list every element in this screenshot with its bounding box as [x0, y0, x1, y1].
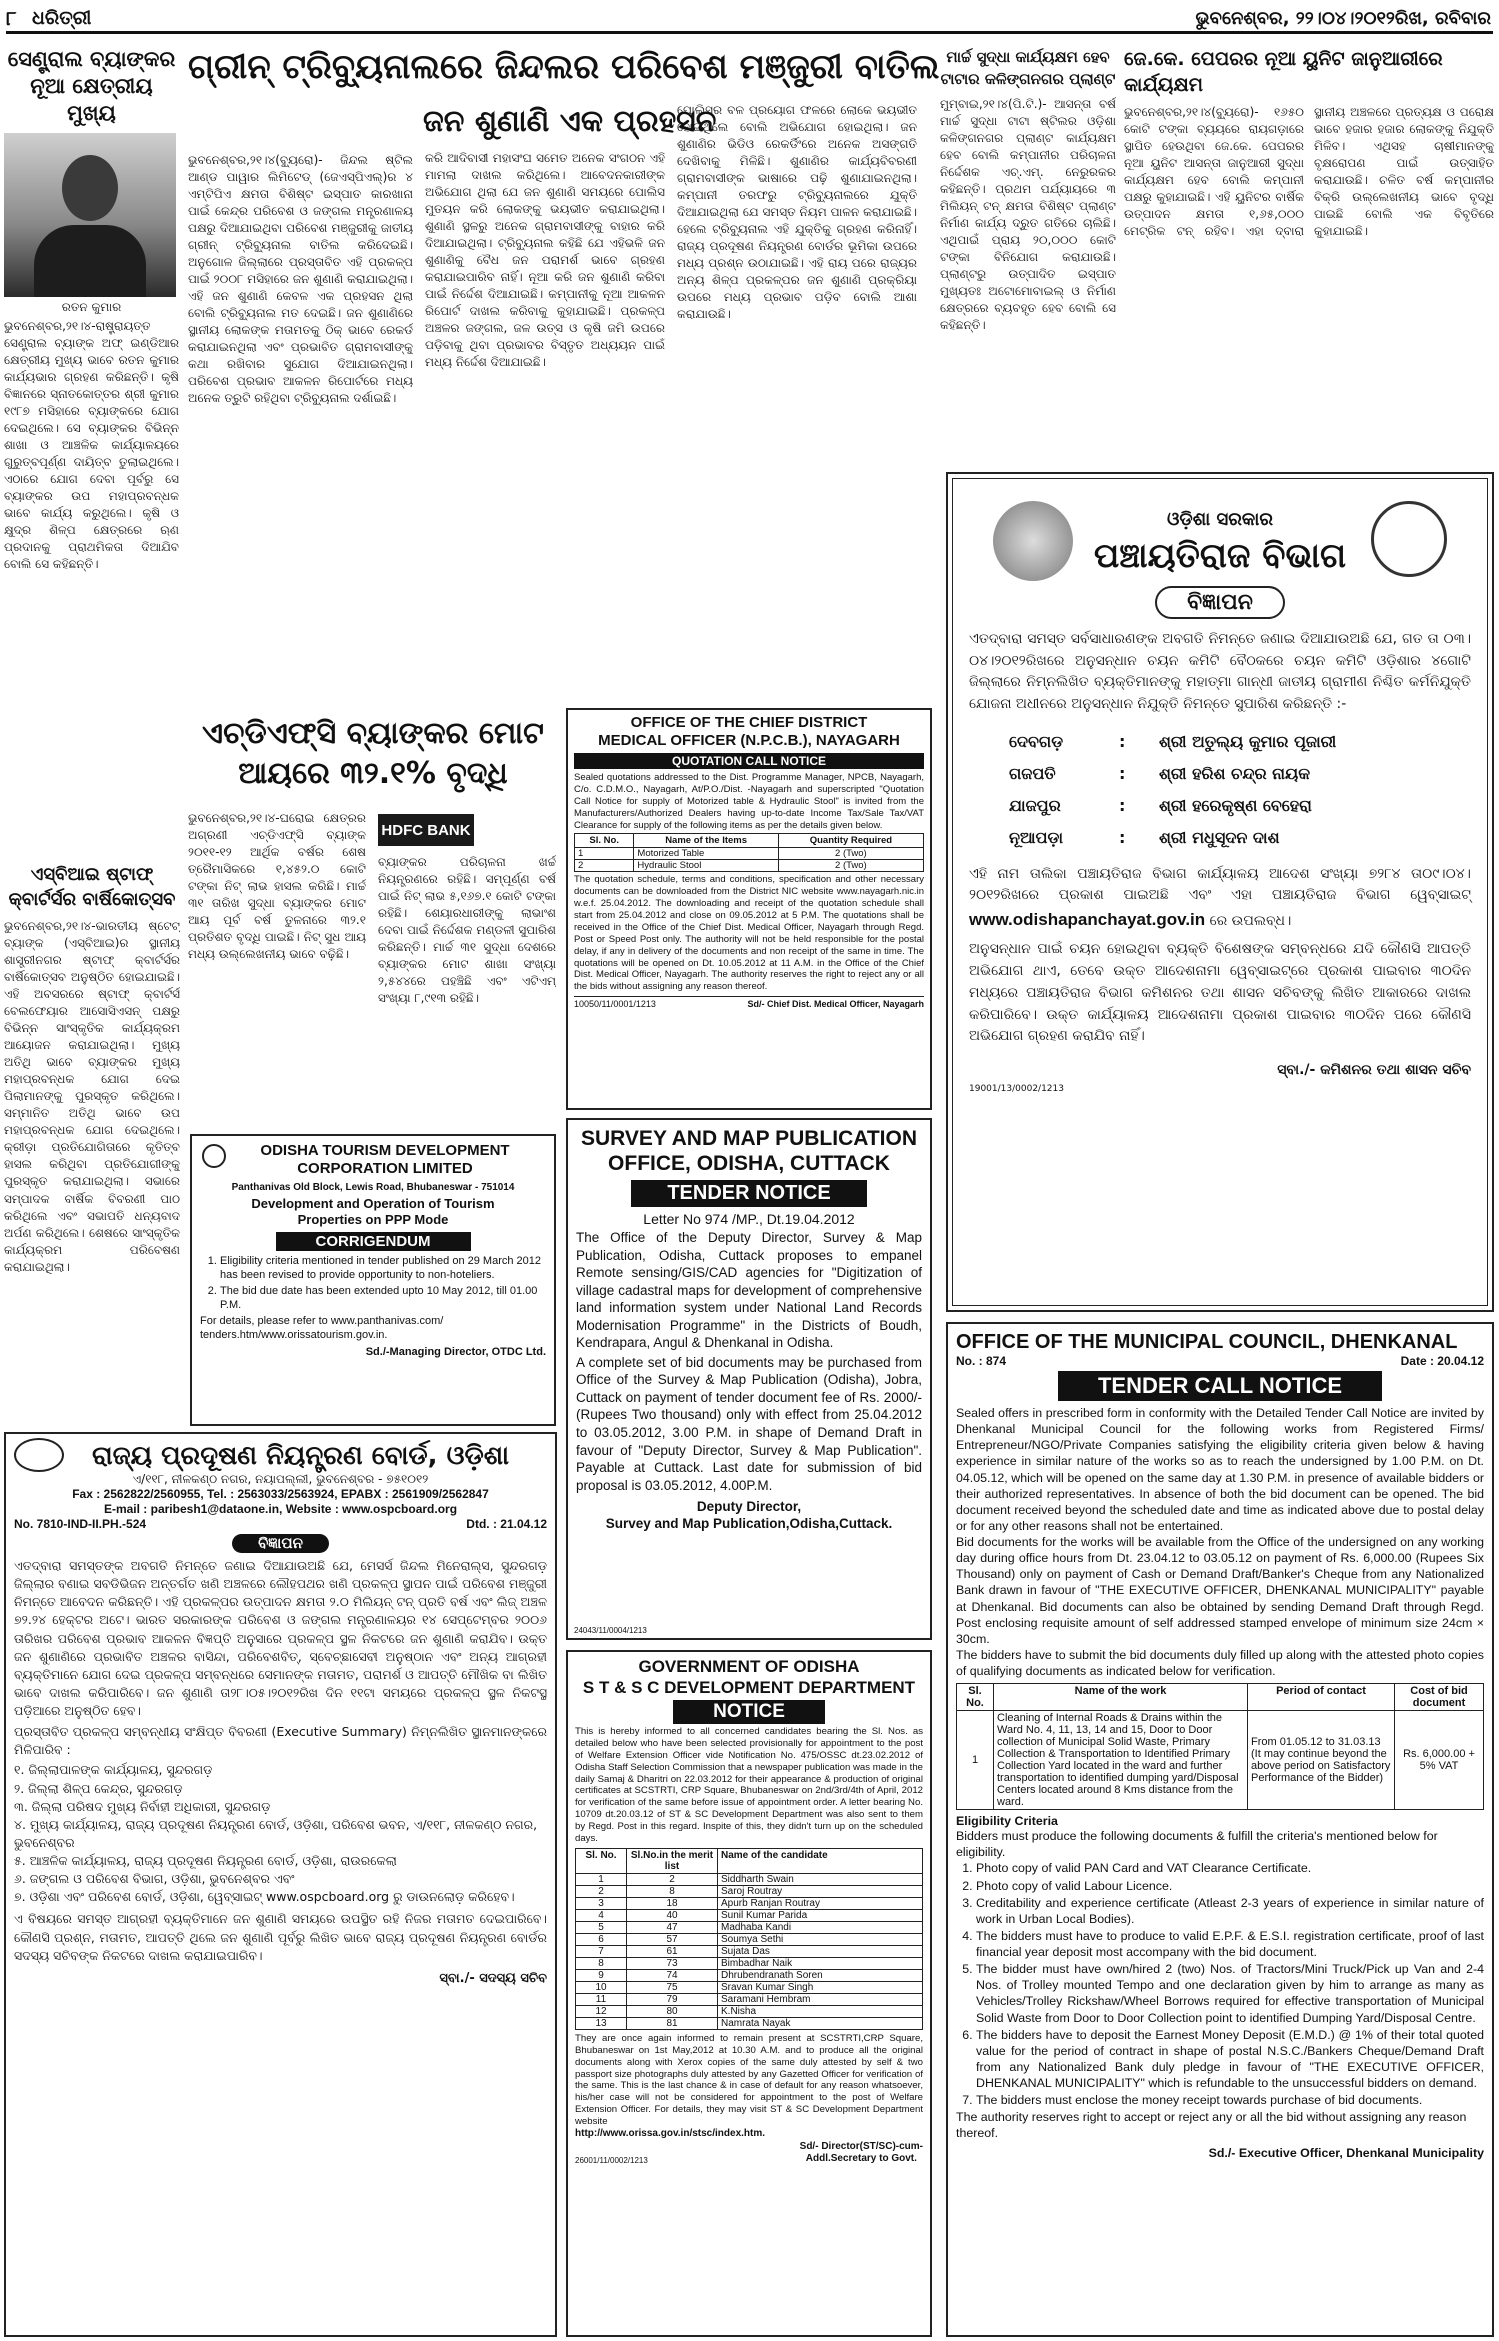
story-jk-paper [1124, 46, 1494, 478]
para-1: The Office of the Deputy Director, Survey & Map Publication, Odisha, Cuttack proposes to empanel Remote sensing/GIS/CAD agencies for "Digitization of village cadastral maps for development of comprehensive land information system under National Land Records Modernisation Programme" in the Districts of Boudh, Kendrapara, Angul & Dhenkanal in Odisha. [576, 1230, 922, 1351]
details: For details, please refer to www.panthanivas.com/ tenders.htm/www.orissatourism.gov.in. [200, 1315, 444, 1342]
list-item: 1. Photo copy of valid PAN Card and VAT Clearance Certificate. [976, 1860, 1484, 1876]
headline: ସେଣ୍ଟ୍ରାଲ ବ୍ୟାଙ୍କର ନୂଆ କ୍ଷେତ୍ରୀୟ ମୁଖ୍ୟ [7, 47, 176, 125]
table-row: 3 18 Apurb Ranjan Routray [576, 1897, 923, 1909]
table-row: 13 81 Namrata Nayak [576, 2017, 923, 2029]
headline: ଏଚ୍‌ଡିଏଫ୍‌ସି ବ୍ୟାଙ୍କର ମୋଟ ଆୟରେ ୩୨.୧% ବୃଦ୍ଧି [202, 716, 544, 791]
para-1: Sealed offers in prescribed form in conformity with the Detailed Tender Call Notice are invited by Dhenkanal Municipal Council for the following works from Registered Firms/ Entrepreneur/NGO/Private Companies satisfying the eligibility criteria given below & having experience in similar nature of the works so as to reach the undersigned by 1.00 P.M. on Dt. 04.05.12, which will be opened on the same day at 1.30 P.M. in presence of available bidders or their authorized representatives. In absence of both the bid document can be opened. The bid document received beyond the scheduled date and time as indicated above due to postal delay or for any other reasons shall not be entertained. [956, 1406, 1484, 1533]
govt: ଓଡ଼ିଶା ସରକାର [1167, 509, 1273, 530]
notice-bar: TENDER NOTICE [631, 1180, 866, 1207]
department: ପଞ୍ଚାୟତିରାଜ ବିଭାଗ [1093, 536, 1347, 576]
para-2: Bid documents for the works will be available from the Office of the undersigned on any working day during office hours from Dt. 23.04.12 to 03.05.12 on payment of Rs. 6,000.00 (Rupees Six Thousand) only on payment of Cash or Demand Draft/Banker's Cheque from any Nationalized Bank drawn in favour of "THE EXECUTIVE OFFICER, DHENKANAL MUNICIPALITY" payable at Dhenkanal. Bid documents can also be obtained by sending Demand Draft through Regd. Post enclosing requisite amount of self addressed stamped envelope of minimum size 24cm × 30cm. [956, 1535, 1484, 1646]
table-row: 2 8 Saroj Routray [576, 1885, 923, 1897]
table-row: 8 73 Bimbadhar Naik [576, 1957, 923, 1969]
appointee-row: ଗଜପତି : ଶ୍ରୀ ହରିଶ ଚନ୍ଦ୍ର ନାୟକ [1009, 763, 1311, 783]
table-row: 5 47 Madhaba Kandi [576, 1921, 923, 1933]
title: SURVEY AND MAP PUBLICATION OFFICE, ODISHA, CUTTACK [580, 1127, 918, 1175]
address: Panthanivas Old Block, Lewis Road, Bhubaneswar - 751014 [231, 1182, 515, 1193]
ad-survey-map [566, 1118, 932, 1640]
para-2: ପ୍ରସ୍ତାବିତ ପ୍ରକଳ୍ପ ସମ୍ବନ୍ଧୀୟ ସଂକ୍ଷିପ୍ତ ବିବରଣୀ (Executive Summary) ନିମ୍ନଲିଖିତ ସ୍ଥାନମାନଙ୍କରେ ମିଳିପାରିବ : [14, 1724, 547, 1758]
para-2: They are once again informed to remain present at SCSTRTI,CRP Square, Bhubaneswar on 1st May,2012 at 10.30 A.M. and to produce all the original documents along with Xerox copies of the same duly attested by self & two passport size photographs duly attested by any Gazetted Officer for verification of the same. This is the last chance & in case of default for any reason whatsoever, his/her case will not be considered for appointment to the post of Welfare Extension Officer. For details, they may visit ST & SC Development Department website [575, 2032, 923, 2128]
para-3: The bidders have to submit the bid documents duly filled up along with the attested photo copies of qualifying documents as indicated below for verification. [956, 1647, 1484, 1678]
table-row: 4 40 Sunil Kumar Parida [576, 1909, 923, 1921]
body: The quotation schedule, terms and conditions, specification and other necessary documents can be downloaded from the District NIC website www.nayagarh.nic.in w.e.f. 25.04.2012. The downloading and receipt of the quotation schedule shall start from 25.04.2012 and close on 09.05.2012 at 5 P.M. The quotations shall be received in the Office of the Chief Dist. Medical Officer, Nayagarh through Regd. Post or Speed Post only. The authority will not be held responsible for the postal delay, if any in delivery of the documents and non receipt of the same in time. The quotations will be opened on Dt. 10.05.2012 at 11 A.M. in the Office of the Chief Dist. Medical Officer, Nayagarh. The authority reserves the right to reject any or all the bids without assigning any reason thereof. [574, 874, 924, 993]
story-hdfc [188, 714, 558, 1151]
signature: Sd/- Chief Dist. Medical Officer, Nayagarh [747, 999, 924, 1010]
ref-number: 26001/11/0002/1213 [575, 2156, 648, 2166]
list-item: ୨. ଜିଲ୍ଲା ଶିଳ୍ପ କେନ୍ଦ୍ର, ସୁନ୍ଦରଗଡ଼ [14, 1780, 183, 1796]
story-central-bank [4, 46, 179, 851]
website-link[interactable]: http://www.orissa.gov.in/stsc/index.htm. [575, 2128, 766, 2140]
para-2: A complete set of bid documents may be purchased from Office of the Survey & Map Publication (Odisha), Jobra, Cuttack on payment of tender document fee of Rs. 2000/- (Rupees Two thousand) only with effect from 25.04.2012 to 03.05.2012, 3.00 P.M. in shape of Demand Draft in favour of "Deputy Director, Survey & Map Publication". Payable at Cuttack. Last date for submission of bid proposal is 03.05.2012, 4.00P.M. [576, 1354, 922, 1493]
para-order: ଏହି ନାମ ତାଲିକା ପଞ୍ଚାୟତିରାଜ ବିଭାଗ କାର୍ଯ୍ୟାଳୟ ଆଦେଶ ସଂଖ୍ୟା ୭୨୮୪ ତା୦୯।୦୪।୨୦୧୨ରିଖରେ ପ୍ରକାଶ ପାଇଅଛି ଏବଂ ଏହା ପଞ୍ଚାୟତିରାଜ ବିଭାଗ ୱେବ୍‌ସାଇଟ୍ www.odishapanchayat.gov.in ରେ ଉପଲବ୍ଧ। [969, 865, 1471, 930]
govt-emblem-left [993, 501, 1073, 581]
story-green-tribunal [188, 44, 940, 708]
ad-otdc [190, 1134, 556, 1426]
table-row: 1 Motorized Table 2 (Two) [575, 848, 924, 860]
otdc-logo-icon [202, 1144, 226, 1168]
ospcb-logo [14, 1438, 64, 1472]
letter-no: Letter No 974 /MP., Dt.19.04.2012 [643, 1211, 855, 1227]
places-list [14, 1761, 547, 1906]
story-tata [940, 46, 1116, 478]
dateline: ଭୁବନେଶ୍ବର, ୨୨।୦୪।୨୦୧୨ରିଖ, ରବିବାର [1195, 8, 1491, 29]
table-row: 11 79 Saramani Hembram [576, 1993, 923, 2005]
table-row: 6 57 Soumya Sethi [576, 1933, 923, 1945]
list-item: 7. The bidders must enclose the money receipt towards purchase of bid documents. [976, 2092, 1484, 2108]
tag: ବିଜ୍ଞାପନ [232, 1534, 329, 1553]
table-row: 7 61 Sujata Das [576, 1945, 923, 1957]
letter-line: No. : 874 Date : 20.04.12 [956, 1354, 1484, 1368]
col-2: କରି ଆଦିବାସୀ ମହାସଂଘ ସମେତ ଅନେକ ସଂଗଠନ ଏହି ମାମଲା ଦାଖଲ କରିଥିଲେ। ଆବେଦନକାରୀଙ୍କ ଅଭିଯୋଗ ଥିଲା ଯେ ଜନ ଶୁଣାଣି ସମୟରେ ପୋଲିସ ମୁତୟନ କରି ଲୋକଙ୍କୁ ଭୟଭୀତ କରାଯାଇଥିଲା। ଶୁଣାଣି ସ୍ଥଳରୁ ଅନେକ ଗ୍ରାମବାସୀଙ୍କୁ ବାହାର କରି ଦିଆଯାଇଥିଲା। ଟ୍ରିବ୍ୟୁନାଲ କହିଛି ଯେ ଏହିଭଳି ଜନ ଶୁଣାଣିକୁ ବୈଧ ଜନ ପରାମର୍ଶ ଭାବେ ଗ୍ରହଣ କରାଯାଇପାରିବ ନାହିଁ। ନୂଆ କରି ଜନ ଶୁଣାଣି କରିବା ପାଇଁ ନିର୍ଦ୍ଦେଶ ଦିଆଯାଇଛି। କମ୍ପାନୀକୁ ନୂଆ ଆକଳନ ରିପୋର୍ଟ ଦାଖଲ କରିବାକୁ କୁହାଯାଇଛି। ପ୍ରକଳ୍ପ ଅଞ୍ଚଳର ଜଙ୍ଗଲ, ଜଳ ଉତ୍ସ ଓ କୃଷି ଜମି ଉପରେ ପଡ଼ିବାକୁ ଥିବା ପ୍ରଭାବର ବିସ୍ତୃତ ଅଧ୍ୟୟନ ପାଇଁ ମଧ୍ୟ ନିର୍ଦ୍ଦେଶ ଦିଆଯାଇଛି। [425, 151, 665, 370]
col-3: ପୋଲିସର ବଳ ପ୍ରୟୋଗ ଫଳରେ ଲୋକେ ଭୟଭୀତ ହୋଇଥିଲେ ବୋଲି ଅଭିଯୋଗ ହୋଇଥିଲା। ଜନ ଶୁଣାଣିର ଭିଡିଓ ରେକର୍ଡିଂରେ ଅନେକ ଅସଙ୍ଗତି ଦେଖିବାକୁ ମିଳିଛି। ଶୁଣାଣିର କାର୍ଯ୍ୟବିବରଣୀ ଗ୍ରାମବାସୀଙ୍କ ଭାଷାରେ ପଢ଼ି ଶୁଣାଯାଇନଥିଲା। କମ୍ପାନୀ ତରଫରୁ ଟ୍ରିବ୍ୟୁନାଲରେ ଯୁକ୍ତି ଦିଆଯାଇଥିଲା ଯେ ସମସ୍ତ ନିୟମ ପାଳନ କରାଯାଇଛି। ହେଲେ ଟ୍ରିବ୍ୟୁନାଲ ଏହି ଯୁକ୍ତିକୁ ଗ୍ରହଣ କରିନାହିଁ। ରାଜ୍ୟ ପ୍ରଦୂଷଣ ନିୟନ୍ତ୍ରଣ ବୋର୍ଡର ଭୂମିକା ଉପରେ ମଧ୍ୟ ପ୍ରଶ୍ନ ଉଠାଯାଇଛି। ଏହି ରାୟ ପରେ ରାଜ୍ୟର ଅନ୍ୟ ଶିଳ୍ପ ପ୍ରକଳ୍ପର ଜନ ଶୁଣାଣି ପ୍ରକ୍ରିୟା ଉପରେ ମଧ୍ୟ ପ୍ରଭାବ ପଡ଼ିବ ବୋଲି ଆଶା କରାଯାଉଛି। [677, 103, 917, 322]
contacts: Fax : 2562822/2560955, Tel. : 2563033/2563924, EPABX : 2561909/2562847 E-mail : paribesh1@dataone.in, Website : www.ospcboard.org [72, 1487, 489, 1516]
corrigendum-bar: CORRIGENDUM [276, 1232, 471, 1251]
page-header [6, 4, 1493, 34]
list-item: ୫. ଆଞ୍ଚଳିକ କାର୍ଯ୍ୟାଳୟ, ରାଜ୍ୟ ପ୍ରଦୂଷଣ ନିୟନ୍ତ୍ରଣ ବୋର୍ଡ, ଓଡ଼ିଶା, ରାଉରକେଲା [14, 1853, 397, 1868]
table-row: 1 Cleaning of Internal Roads & Drains within the Ward No. 4, 11, 13, 14 and 15, Door to Door collection of Municipal Solid Waste, Primary Collection & Transportation to Identified Primary Collection Yard located in the ward and further transportation to identified dumping yard/Disposal Centers located around 8 Kms distance from the ward. From 01.05.12 to 31.03.13 (It may continue beyond the above period on Satisfactory Performance of the Bidder) Rs. 6,000.00 + 5% VAT [957, 1711, 1484, 1810]
table-row: 9 74 Dhrubendranath Soren [576, 1969, 923, 1981]
ref-number: 10050/11/0001/1213 [574, 999, 656, 1010]
appointee-row: ନୂଆପଡ଼ା : ଶ୍ରୀ ମଧୁସୂଦନ ଦାଶ [1009, 827, 1280, 847]
page-number: ୮ [6, 6, 17, 30]
candidates-table: Sl. No. Sl.No.in the merit list Name of the candidate 1 2 Siddharth Swain 2 8 Saroj Routray 3 18 Apurb Ranjan Routray 4 40 Sunil Kumar Parida 5 47 Madhaba Kandi 6 57 Soumya Sethi 7 61 Sujata Das 8 73 Bimbadhar Naik 9 74 Dhrubendranath Soren 10 75 Sravan Kumar Singh 11 79 Saramani Hembram 12 80 K.Nisha 13 81 Namrata Nayak [575, 1848, 923, 2030]
para-1: This is hereby informed to all concerned candidates bearing the Sl. Nos. as detailed below who have been selected provisionally for appointment to the post of Welfare Extension Officer vide Notification No. 475/OSSC dt.23.02.2012 of Odisha Staff Selection Commission that a newspaper publication was made in the daily Samaj & Dharitri on 22.03.2012 for their appearance & production of original certificates at SCSTRTI, CRP Square, Bhubaneswar on 2nd/3rd/4th of April, 2012 for verification of the same before issue of appointment order. A letter bearing No. 10709 dt.20.03.12 of ST & SC Development Department was also sent to them by Regd. Post in this regard. Inspite of this, they didn't turn up on the scheduled days. [575, 1726, 923, 1845]
list-item: 6. The bidders have to deposit the Earnest Money Deposit (E.M.D.) @ 1% of their total quoted value for the period of contract in shape of postal N.S.C./Bankers Cheque/Demand Draft from any Nationalized Bank duly pledge in favour of "THE EXECUTIVE OFFICER, DHENKANAL MUNICIPALITY" which is refundable to the unsuccessful bidders on demand. [976, 2027, 1484, 2092]
hdfc-logo [378, 814, 474, 846]
table-row: 12 80 K.Nisha [576, 2005, 923, 2017]
notice-bar: TENDER CALL NOTICE [1058, 1371, 1382, 1401]
col-2: ବ୍ୟାଙ୍କର ପରିଚାଳନା ଖର୍ଚ୍ଚ ନିୟନ୍ତ୍ରଣରେ ରହିଛି। ସମ୍ପୂର୍ଣ୍ଣ ବର୍ଷ ପାଇଁ ନିଟ୍ ଲାଭ ୫,୧୬୭.୧ କୋଟି ଟଙ୍କା ରହିଛି। ଶେୟାରଧାରୀଙ୍କୁ ଲାଭାଂଶ ଦେବା ପାଇଁ ନିର୍ଦ୍ଦେଶକ ମଣ୍ଡଳୀ ସୁପାରିଶ କରିଛନ୍ତି। ମାର୍ଚ୍ଚ ୩୧ ସୁଦ୍ଧା ଦେଶରେ ବ୍ୟାଙ୍କର ମୋଟ ଶାଖା ସଂଖ୍ୟା ୨,୫୪୪ରେ ପହଞ୍ଚିଛି ଏବଂ ଏଟିଏମ୍ ସଂଖ୍ୟା ୮,୯୧୩ ରହିଛି। [378, 855, 556, 1006]
signature: ସ୍ବା./- ସଦସ୍ୟ ସଚିବ [439, 1970, 547, 1986]
list-item: 3. Creditability and experience certificate (Atleast 2-3 years of experience in similar nature of work in Urban Local Bodies). [976, 1895, 1484, 1927]
signature: Sd./-Managing Director, OTDC Ltd. [365, 1345, 546, 1358]
story-body: ଭୁବନେଶ୍ବର,୨୧।୪-ରାଷ୍ଟ୍ରାୟତ୍ତ ସେଣ୍ଟ୍ରାଲ ବ୍ୟାଙ୍କ ଅଫ୍ ଇଣ୍ଡିଆର କ୍ଷେତ୍ରୀୟ ମୁଖ୍ୟ ଭାବେ ରତନ କୁମାର କାର୍ଯ୍ୟଭାର ଗ୍ରହଣ କରିଛନ୍ତି। କୃଷି ବିଜ୍ଞାନରେ ସ୍ନାତକୋତ୍ତର ଶ୍ରୀ କୁମାର ୧୯୮୭ ମସିହାରେ ବ୍ୟାଙ୍କରେ ଯୋଗ ଦେଇଥିଲେ। ସେ ବ୍ୟାଙ୍କର ବିଭିନ୍ନ ଶାଖା ଓ ଆଞ୍ଚଳିକ କାର୍ଯ୍ୟାଳୟରେ ଗୁରୁତ୍ବପୂର୍ଣ୍ଣ ଦାୟିତ୍ବ ତୁଲାଇଥିଲେ। ଏଠାରେ ଯୋଗ ଦେବା ପୂର୍ବରୁ ସେ ବ୍ୟାଙ୍କର ଉପ ମହାପ୍ରବନ୍ଧକ ଭାବେ କାର୍ଯ୍ୟ କରୁଥିଲେ। କୃଷି ଓ କ୍ଷୁଦ୍ର ଶିଳ୍ପ କ୍ଷେତ୍ରରେ ଋଣ ପ୍ରଦାନକୁ ପ୍ରାଥମିକତା ଦିଆଯିବ ବୋଲି ସେ କହିଛନ୍ତି। [4, 319, 179, 572]
items-table: Sl. No. Name of the Items Quantity Required 1 Motorized Table 2 (Two) 2 Hydraulic Stool 2 (Two) [574, 833, 924, 872]
subject: Development and Operation of Tourism Properties on PPP Mode [251, 1196, 495, 1227]
subhead: ଜନ ଶୁଣାଣି ଏକ ପ୍ରହସନ [423, 104, 717, 139]
headline: ମାର୍ଚ୍ଚ ସୁଦ୍ଧା କାର୍ଯ୍ୟକ୍ଷମ ହେବ ଟାଟାର କଳିଙ୍ଗନଗର ପ୍ଲାଣ୍ଟ [940, 48, 1116, 88]
ref-number: 24043/11/0004/1213 [574, 1626, 647, 1635]
footer [574, 996, 924, 1009]
headline: ଏସ୍‌ବିଆଇ ଷ୍ଟାଫ୍ କ୍ବାର୍ଟର୍ସର ବାର୍ଷିକୋତ୍ସବ [8, 864, 176, 910]
appointee-row: ଦେବଗଡ଼ : ଶ୍ରୀ ଅତୁଲ୍ୟ କୁମାର ପୂଜାରୀ [1009, 731, 1337, 751]
story-body: ଭୁବନେଶ୍ବର,୨୧।୪-ଭାରତୀୟ ଷ୍ଟେଟ୍ ବ୍ୟାଙ୍କ (ଏସ୍‌ବିଆଇ)ର ସ୍ଥାନୀୟ ଶାସ୍ତ୍ରୀନଗର ଷ୍ଟାଫ୍ କ୍ବାର୍ଟର୍ସର ବାର୍ଷିକୋତ୍ସବ ଅନୁଷ୍ଠିତ ହୋଇଯାଇଛି। ଏହି ଅବସରରେ ଷ୍ଟାଫ୍ କ୍ବାର୍ଟର୍ସ ବେଲଫେୟାର ଆସୋସିଏସନ୍ ପକ୍ଷରୁ ବିଭିନ୍ନ ସାଂସ୍କୃତିକ କାର୍ଯ୍ୟକ୍ରମ ଆୟୋଜନ କରାଯାଇଥିଲା। ମୁଖ୍ୟ ଅତିଥି ଭାବେ ବ୍ୟାଙ୍କର ମୁଖ୍ୟ ମହାପ୍ରବନ୍ଧକ ଯୋଗ ଦେଇ ପିଲାମାନଙ୍କୁ ପୁରସ୍କୃତ କରିଥିଲେ। ସମ୍ମାନିତ ଅତିଥି ଭାବେ ଉପ ମହାପ୍ରବନ୍ଧକ ଯୋଗ ଦେଇଥିଲେ। କ୍ରୀଡ଼ା ପ୍ରତିଯୋଗିତାରେ କୃତିତ୍ବ ହାସଲ କରିଥିବା ପ୍ରତିଯୋଗୀଙ୍କୁ ପୁରସ୍କୃତ କରାଯାଇଥିଲା। ସଭାରେ ସମ୍ପାଦକ ବାର୍ଷିକ ବିବରଣୀ ପାଠ କରିଥିଲେ ଏବଂ ସଭାପତି ଧନ୍ୟବାଦ ଅର୍ପଣ କରିଥିଲେ। ଶେଷରେ ସାଂସ୍କୃତିକ କାର୍ଯ୍ୟକ୍ରମ ପରିବେଷଣ କରାଯାଇଥିଲା। [4, 919, 180, 1274]
table-row: 10 75 Sravan Kumar Singh [576, 1981, 923, 1993]
signature: Sd/- Director(ST/SC)-cum- Addl.Secretary to Govt. [799, 2141, 923, 2165]
ad-ospcb [4, 1432, 557, 2337]
story-sbi-staff [4, 862, 180, 1422]
story-body: ଭୁବନେଶ୍ବର,୨୧।୪(ବ୍ୟୁରୋ)- ୧୬୫୦ କୋଟି ଟଙ୍କା ବ୍ୟୟରେ ରାୟଗଡ଼ାରେ ସ୍ଥାପିତ ହେଉଥିବା ଜେ.କେ. ପେପରର ନୂଆ ୟୁନିଟ ଆସନ୍ତା ଜାନୁଆରୀ ସୁଦ୍ଧା କାର୍ଯ୍ୟକ୍ଷମ ହେବ ବୋଲି କମ୍ପାନୀ ପକ୍ଷରୁ କୁହାଯାଇଛି। ଏହି ୟୁନିଟର ବାର୍ଷିକ ଉତ୍ପାଦନ କ୍ଷମତା ୧,୬୫,୦୦୦ ମେଟ୍ରିକ ଟନ୍ ରହିବ। ଏହା ଦ୍ବାରା ସ୍ଥାନୀୟ ଅଞ୍ଚଳରେ ପ୍ରତ୍ୟକ୍ଷ ଓ ପରୋକ୍ଷ ଭାବେ ହଜାର ହଜାର ଲୋକଙ୍କୁ ନିଯୁକ୍ତି ମିଳିବ। ଏଥିସହ ଚାଷୀମାନଙ୍କୁ ବୃକ୍ଷରୋପଣ ପାଇଁ ଉତ୍ସାହିତ କରାଯାଉଛି। ଚଳିତ ବର୍ଷ କମ୍ପାନୀର ବିକ୍ରି ଉଲ୍ଲେଖନୀୟ ଭାବେ ବୃଦ୍ଧି ପାଇଛି ବୋଲି ଏକ ବିବୃତିରେ କୁହାଯାଇଛି। [1124, 105, 1494, 239]
list-item: 4. The bidders must have to produce to valid E.P.F. & E.S.I. registration certificate, proof of last financial year deposit most accompany with the bid document. [976, 1928, 1484, 1960]
list-item: ୩. ଜିଲ୍ଲା ପରିଷଦ ମୁଖ୍ୟ ନିର୍ବାହୀ ଅଧିକାରୀ, ସୁନ୍ଦରଗଡ଼ [14, 1798, 271, 1814]
para-3: ଏ ବିଷୟରେ ସମସ୍ତ ଆଗ୍ରହୀ ବ୍ୟକ୍ତିମାନେ ଜନ ଶୁଣାଣି ସମୟରେ ଉପସ୍ଥିତ ରହି ନିଜର ମତାମତ ଦେଇପାରିବେ। କୌଣସି ପ୍ରଶ୍ନ, ମତାମତ, ଆପତ୍ତି ଥିଲେ ଜନ ଶୁଣାଣି ପୂର୍ବରୁ ଲିଖିତ ଭାବେ ରାଜ୍ୟ ପ୍ରଦୂଷଣ ନିୟନ୍ତ୍ରଣ ବୋର୍ଡର ସଦସ୍ୟ ସଚିବଙ୍କ ନିକଟରେ ଦାଖଲ କରାଯାଇପାରିବ। [14, 1911, 547, 1963]
address: ଏ/୧୧୮, ନୀଳକଣ୍ଠ ନଗର, ନୟାପଲ୍ଲୀ, ଭୁବନେଶ୍ବର - ୭୫୧୦୧୨ [132, 1472, 429, 1486]
list-item: ୪. ମୁଖ୍ୟ କାର୍ଯ୍ୟାଳୟ, ରାଜ୍ୟ ପ୍ରଦୂଷଣ ନିୟନ୍ତ୍ରଣ ବୋର୍ଡ, ଓଡ଼ିଶା, ପରିବେଶ ଭବନ, ଏ/୧୧୮, ନୀଳକଣ୍ଠ ନଗର, ଭୁବନେଶ୍ବର [14, 1816, 538, 1850]
table-row: 1 2 Siddharth Swain [576, 1873, 923, 1885]
para-objection: ଅନୁସନ୍ଧାନ ପାଇଁ ଚୟନ ହୋଇଥିବା ବ୍ୟକ୍ତି ବିଶେଷଙ୍କ ସମ୍ବନ୍ଧରେ ଯଦି କୌଣସି ଆପତ୍ତି ଅଭିଯୋଗ ଥାଏ, ତେବେ ଉକ୍ତ ଆଦେଶନାମା ୱେବ୍‌ସାଇଟ୍‌ରେ ପ୍ରକାଶ ପାଇବାର ୩୦ଦିନ ମଧ୍ୟରେ ପଞ୍ଚାୟତିରାଜ ବିଭାଗ କମିଶନର ତଥା ଶାସନ ସଚିବଙ୍କୁ ଲିଖିତ ଆକାରରେ ଦାଖଲ କରିପାରିବେ। ଉକ୍ତ କାର୍ଯ୍ୟାଳୟ ଆଦେଶନାମା ପ୍ରକାଶ ପାଇବାର ୩୦ଦିନ ପରେ କୌଣସି ଅଭିଯୋଗ ଗ୍ରହଣ କରାଯିବ ନାହିଁ। [969, 941, 1471, 1045]
headline: ଗ୍ରୀନ୍ ଟ୍ରିବ୍ୟୁନାଲରେ ଜିନ୍ଦଲର ପରିବେଶ ମଞ୍ଜୁରୀ ବାତିଲ [188, 47, 940, 87]
footer [575, 2141, 923, 2165]
title: ODISHA TOURISM DEVELOPMENT CORPORATION LIMITED [260, 1142, 510, 1177]
table-row: 2 Hydraulic Stool 2 (Two) [575, 860, 924, 872]
ad-stsc [566, 1650, 932, 2337]
eligibility-title: Eligibility Criteria [956, 1814, 1058, 1829]
signature: Sd./- Executive Officer, Dhenkanal Municipality [1208, 2145, 1484, 2160]
notice-bar: NOTICE [673, 1700, 825, 1724]
odisha-emblem [1371, 501, 1447, 577]
portrait-photo [4, 133, 176, 297]
title: OFFICE OF THE CHIEF DISTRICT MEDICAL OFFICER (N.P.C.B.), NAYAGARH [598, 714, 900, 749]
para-1: ଏତଦ୍ବାରା ସମସ୍ତଙ୍କ ଅବଗତି ନିମନ୍ତେ ଜଣାଇ ଦିଆଯାଉଅଛି ଯେ, ମେସର୍ସ ଜିନ୍ଦଲ ମିନେରାଲ୍ସ, ସୁନ୍ଦରଗଡ଼ ଜିଲ୍ଲାର ବଣାଇ ସବଡିଭିଜନ ଅନ୍ତର୍ଗତ ଖଣି ଅଞ୍ଚଳରେ ଲୌହପଥର ଖଣି ପ୍ରକଳ୍ପ ସ୍ଥାପନ ପାଇଁ ପରିବେଶ ମଞ୍ଜୁରୀ ନିମନ୍ତେ ଆବେଦନ କରିଛନ୍ତି। ଏହି ପ୍ରକଳ୍ପର ଉତ୍ପାଦନ କ୍ଷମତା ୨.୦ ମିଲିୟନ୍ ଟନ୍ ପ୍ରତି ବର୍ଷ ଏବଂ ଲିଜ୍ ଅଞ୍ଚଳ ୭୨.୨୪ ହେକ୍ଟର ଅଟେ। ଭାରତ ସରକାରଙ୍କ ପରିବେଶ ଓ ଜଙ୍ଗଲ ମନ୍ତ୍ରଣାଳୟର ୧୪ ସେପ୍ଟେମ୍ବର ୨୦୦୬ ତାରିଖର ପରିବେଶ ପ୍ରଭାବ ଆକଳନ ବିଜ୍ଞପ୍ତି ଅନୁସାରେ ପ୍ରକଳ୍ପ ସ୍ଥଳ ନିକଟରେ ଜନ ଶୁଣାଣି କରାଯିବ। ଉକ୍ତ ଜନ ଶୁଣାଣିରେ ପ୍ରଭାବିତ ଅଞ୍ଚଳର ବାସିନ୍ଦା, ପରିବେଶବିତ୍, ସ୍ବେଚ୍ଛାସେବୀ ଅନୁଷ୍ଠାନ ଏବଂ ଅନ୍ୟ ଆଗ୍ରହୀ ବ୍ୟକ୍ତିମାନେ ଯୋଗ ଦେଇ ପ୍ରକଳ୍ପ ସମ୍ବନ୍ଧରେ ସେମାନଙ୍କ ମତାମତ, ପରାମର୍ଶ ଓ ଆପତ୍ତି ମୌଖିକ ବା ଲିଖିତ ଭାବେ ଦାଖଲ କରିପାରିବେ। ଜନ ଶୁଣାଣି ତା୨୮।୦୫।୨୦୧୨ରିଖ ଦିନ ୧୧ଟା ସମୟରେ ପ୍ରକଳ୍ପ ସ୍ଥଳ ନିକଟସ୍ଥ ପଡ଼ିଆରେ ଅନୁଷ୍ଠିତ ହେବ। [14, 1558, 547, 1718]
eligibility-intro: Bidders must produce the following documents & fulfill the criteria's mentioned below for eligibility. [956, 1829, 1438, 1860]
title: OFFICE OF THE MUNICIPAL COUNCIL, DHENKANAL [956, 1331, 1458, 1353]
letter-line: No. 7810-IND-II.PH.-524 Dtd. : 21.04.12 [14, 1517, 547, 1531]
intro: Sealed quotations addressed to the Dist. Programme Manager, NPCB, Nayagarh, C/o. C.D.M.O., Nayagarh, At/P.O./Dist. -Nayagarh and superscripted "Quotation Call Notice for supply of Motorized table & Hydraulic Stool" is invited from the Manufacturers/Authorized Dealers having up-to-date Income Tax/Sale Tax/VAT Clearance for supply of the following items as per the details given below. [574, 772, 924, 831]
hdfc-logo-text: HDFC BANK [381, 821, 471, 839]
ad-panchayati-raj [946, 472, 1494, 1312]
appointee-list [1009, 726, 1471, 854]
list-item: 5. The bidder must have own/hired 2 (two) Nos. of Tractors/Mini Truck/Pick up Van and 2-4 Nos. of Trolley mounted Tempo and one declaration given by him to arrange as many as Vehicles/Trolley Rickshaw/Wheel Borrows required for effective transportation of Municipal Solid Waste from Door to Door Collection point to identified Dumping Yard/Disposal Centre. [976, 1961, 1484, 2026]
notice-bar: QUOTATION CALL NOTICE [574, 753, 924, 769]
works-table: Sl. No. Name of the work Period of contact Cost of bid document 1 Cleaning of Internal Roads & Drains within the Ward No. 4, 11, 13, 14 and 15, Door to Door collection of Municipal Solid Waste, Primary Collection & Transportation to Identified Primary Collection Yard located in the ward and further transportation to identified dumping yard/Disposal Centers located around 8 Kms distance from the ward. From 01.05.12 to 31.03.13 (It may continue beyond the above period on Satisfactory Performance of the Bidder) Rs. 6,000.00 + 5% VAT [956, 1683, 1484, 1810]
title: GOVERNMENT OF ODISHA S T & S C DEVELOPMENT DEPARTMENT [582, 1657, 916, 1697]
appointee-row: ଯାଜପୁର : ଶ୍ରୀ ହରେକୃଷ୍ଣ ବେହେରା [1009, 795, 1312, 815]
masthead: ଧରିତ୍ରୀ [32, 7, 92, 29]
list-item: ୬. ଜଙ୍ଗଲ ଓ ପରିବେଶ ବିଭାଗ, ଓଡ଼ିଶା, ଭୁବନେଶ୍ବର ଏବଂ [14, 1871, 295, 1887]
title: ରାଜ୍ୟ ପ୍ରଦୂଷଣ ନିୟନ୍ତ୍ରଣ ବୋର୍ଡ, ଓଡ଼ିଶା [91, 1441, 510, 1471]
ad-dhenkanal-municipal [946, 1322, 1494, 2337]
photo-caption: ରତନ କୁମାର [61, 300, 122, 314]
col-1: ଭୁବନେଶ୍ବର,୨୧।୪-ଘରୋଇ କ୍ଷେତ୍ରର ଅଗ୍ରଣୀ ଏଚ୍‌ଡିଏଫ୍‌ସି ବ୍ୟାଙ୍କ ୨୦୧୧-୧୨ ଆର୍ଥିକ ବର୍ଷର ଶେଷ ତ୍ରୈମାସିକରେ ୧,୪୫୨.୦ କୋଟି ଟଙ୍କା ନିଟ୍ ଲାଭ ହାସଲ କରିଛି। ମାର୍ଚ୍ଚ ୩୧ ତାରିଖ ସୁଦ୍ଧା ବ୍ୟାଙ୍କର ମୋଟ ଆୟ ପୂର୍ବ ବର୍ଷ ତୁଳନାରେ ୩୨.୧ ପ୍ରତିଶତ ବୃଦ୍ଧି ପାଇଛି। ନିଟ୍ ସୁଧ ଆୟ ମଧ୍ୟ ଉଲ୍ଲେଖନୀୟ ଭାବେ ବଢ଼ିଛି। [188, 811, 366, 962]
signature: Deputy Director, Survey and Map Publication,Odisha,Cuttack. [605, 1499, 893, 1532]
list-item: 2. Photo copy of valid Labour Licence. [976, 1878, 1484, 1894]
criteria-list [956, 1860, 1484, 2108]
signature: ସ୍ବା./- କମିଶନର ତଥା ଶାସନ ସଚିବ [1277, 1061, 1471, 1078]
tag: ବିଜ୍ଞାପନ [1155, 586, 1285, 619]
ref-number: 19001/13/0002/1213 [969, 1083, 1064, 1094]
intro: ଏତଦ୍ବାରା ସମସ୍ତ ସର୍ବସାଧାରଣଙ୍କ ଅବଗତି ନିମନ୍ତେ ଜଣାଇ ଦିଆଯାଉଅଛି ଯେ, ଗତ ତା ୦୩।୦୪।୨୦୧୨ରିଖରେ ଅନୁସନ୍ଧାନ ଚୟନ କମିଟି ବୈଠକରେ ଚୟନ କମିଟି ଓଡ଼ିଶାର ୪ଗୋଟି ଜିଲ୍ଲାରେ ନିମ୍ନଲିଖିତ ବ୍ୟକ୍ତିମାନଙ୍କୁ ମହାତ୍ମା ଗାନ୍ଧୀ ଜାତୀୟ ଗ୍ରାମୀଣ ନିଶ୍ଚିତ କର୍ମନିଯୁକ୍ତି ଯୋଜନା ଅଧୀନରେ ଅନୁସନ୍ଧାନ ନିଯୁକ୍ତି ନିମନ୍ତେ ସୁପାରିଶ କରିଛନ୍ତି :- [969, 631, 1471, 713]
list-item: ୧. ଜିଲ୍ଲାପାଳଙ୍କ କାର୍ଯ୍ୟାଳୟ, ସୁନ୍ଦରଗଡ଼ [14, 1762, 213, 1778]
ad-cdmo-nayagarh [566, 708, 932, 1110]
story-body: ମୁମ୍ବାଇ,୨୧।୪(ପି.ଟି.)- ଆସନ୍ତା ବର୍ଷ ମାର୍ଚ୍ଚ ସୁଦ୍ଧା ଟାଟା ଷ୍ଟିଲର ଓଡ଼ିଶା କଳିଙ୍ଗନଗର ପ୍ଲାଣ୍ଟ କାର୍ଯ୍ୟକ୍ଷମ ହେବ ବୋଲି କମ୍ପାନୀର ପରିଚାଳନା ନିର୍ଦ୍ଦେଶକ ଏଚ୍.ଏମ୍. ନେରୁରକର କହିଛନ୍ତି। ପ୍ରଥମ ପର୍ଯ୍ୟାୟରେ ୩ ମିଲିୟନ୍ ଟନ୍ କ୍ଷମତା ବିଶିଷ୍ଟ ପ୍ଲାଣ୍ଟ ନିର୍ମାଣ କାର୍ଯ୍ୟ ଦ୍ରୁତ ଗତିରେ ଚାଲିଛି। ଏଥିପାଇଁ ପ୍ରାୟ ୨୦,୦୦୦ କୋଟି ଟଙ୍କା ବିନିଯୋଗ କରାଯାଉଛି। ପ୍ଲାଣ୍ଟରୁ ଉତ୍ପାଦିତ ଇସ୍ପାତ ମୁଖ୍ୟତଃ ଅଟୋମୋବାଇଲ୍ ଓ ନିର୍ମାଣ କ୍ଷେତ୍ରରେ ବ୍ୟବହୃତ ହେବ ବୋଲି ସେ କହିଛନ୍ତି। [940, 97, 1116, 333]
col-1: ଭୁବନେଶ୍ବର,୨୧।୪(ବ୍ୟୁରୋ)- ଜିନ୍ଦଲ ଷ୍ଟିଲ ଆଣ୍ଡ ପାୱାର ଲିମିଟେଡ୍ (ଜେଏସ୍‌ପିଏଲ୍)ର ୪ ଏମ୍‌ଟିପିଏ କ୍ଷମତା ବିଶିଷ୍ଟ ଇସ୍ପାତ କାରଖାନା ପାଇଁ କେନ୍ଦ୍ର ପରିବେଶ ଓ ଜଙ୍ଗଲ ମନ୍ତ୍ରଣାଳୟ ପକ୍ଷରୁ ଦିଆଯାଇଥିବା ପରିବେଶ ମଞ୍ଜୁରୀକୁ ଜାତୀୟ ଗ୍ରୀନ୍ ଟ୍ରିବ୍ୟୁନାଲ ବାତିଲ କରିଦେଇଛି। ଅନୁଗୋଳ ଜିଲ୍ଲାରେ ପ୍ରସ୍ତାବିତ ଏହି ପ୍ରକଳ୍ପ ପାଇଁ ୨୦୦୮ ମସିହାରେ ଜନ ଶୁଣାଣି କରାଯାଇଥିଲା। ଏହି ଜନ ଶୁଣାଣି କେବଳ ଏକ ପ୍ରହସନ ଥିଲା ବୋଲି ଟ୍ରିବ୍ୟୁନାଲ ମତ ଦେଇଛି। ଜନ ଶୁଣାଣିରେ ସ୍ଥାନୀୟ ଲୋକଙ୍କ ମତାମତକୁ ଠିକ୍ ଭାବେ ରେକର୍ଡ କରାଯାଇନଥିଲା ଏବଂ ପ୍ରଭାବିତ ଗ୍ରାମବାସୀଙ୍କୁ କଥା ରଖିବାର ସୁଯୋଗ ଦିଆଯାଇନଥିଲା। ପରିବେଶ ପ୍ରଭାବ ଆକଳନ ରିପୋର୍ଟରେ ମଧ୍ୟ ଅନେକ ତ୍ରୁଟି ରହିଥିବା ଟ୍ରିବ୍ୟୁନାଲ ଦର୍ଶାଇଛି। [188, 153, 413, 406]
headline: ଜେ.କେ. ପେପରର ନୂଆ ୟୁନିଟ ଜାନୁଆରୀରେ କାର୍ଯ୍ୟକ୍ଷମ [1124, 48, 1443, 96]
website-link[interactable]: www.odishapanchayat.gov.in [969, 910, 1206, 930]
corrigendum-list: 1. Eligibility criteria mentioned in tender published on 29 March 2012 has been revised to provide opportunity to non-hoteliers. 2. The bid due date has been extended upto 10 May 2012, till 01.00 P.M. [200, 1254, 546, 1312]
closing: The authority reserves right to accept or reject any or all the bid without assigning any reason thereof. [956, 2110, 1467, 2141]
list-item: ୭. ଓଡ଼ିଶା ଏବଂ ପରିବେଶ ବୋର୍ଡ, ଓଡ଼ିଶା, ୱେବ୍‌ସାଇଟ୍ www.ospcboard.org ରୁ ଡାଉନଲୋଡ଼ କରିହେବ। [14, 1889, 515, 1905]
